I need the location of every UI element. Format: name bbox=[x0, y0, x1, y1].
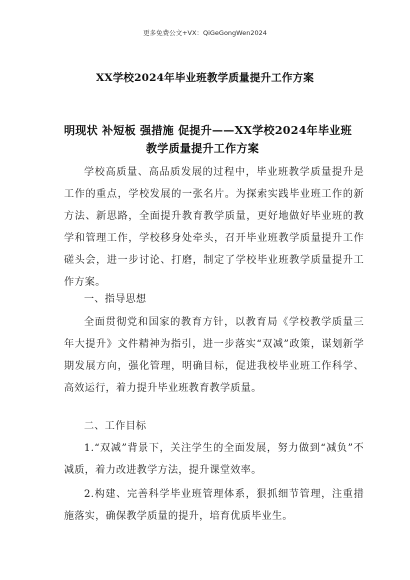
goal-item-1: 1.“双减”背景下，关注学生的全面发展，努力做到“减负”不减质，着力改进教学方法，提升课堂效率。 bbox=[64, 443, 364, 476]
document-title: XX学校2024年毕业班教学质量提升工作方案 bbox=[96, 72, 314, 84]
intro-paragraph: 学校高质量、高品质发展的过程中，毕业班教学质量提升是工作的重点，学校发展的一张名片。为探索实践毕业班工作的新方法、新思路，全面提升教育教学质量，更好地做好毕业班的教学和管理工作，学校移身处牵头，召开毕业班教学质量提升工作磋头会，进一步讨论、打磨，制定了学校毕业班教学质量提升工作方案。 bbox=[64, 167, 364, 288]
section-heading-guiding-ideology: 一、指导思想 bbox=[84, 294, 147, 305]
header-banner: 更多免费公文+VX：QiGeGongWen2024 bbox=[143, 29, 267, 37]
guiding-ideology-paragraph: 全面贯彻党和国家的教育方针，以教育局《学校教学质量三年大提升》文件精神为指引，进一步落实“双减”政策，谋划新学期发展方向，强化管理，明确目标，促进我校毕业班工作科学、高效运行，着力提升毕业班教育教学质量。 bbox=[64, 317, 364, 394]
section-heading-work-goals: 二、工作目标 bbox=[84, 421, 147, 432]
subtitle-line-1: 明现状 补短板 强措施 促提升——XX学校2024年毕业班 bbox=[64, 124, 352, 137]
subtitle-line-2: 教学质量提升工作方案 bbox=[146, 142, 259, 155]
goal-item-2: 2.构建、完善科学毕业班管理体系，狠抓细节管理，注重措施落实，确保教学质量的提升，培育优质毕业生。 bbox=[64, 489, 364, 522]
